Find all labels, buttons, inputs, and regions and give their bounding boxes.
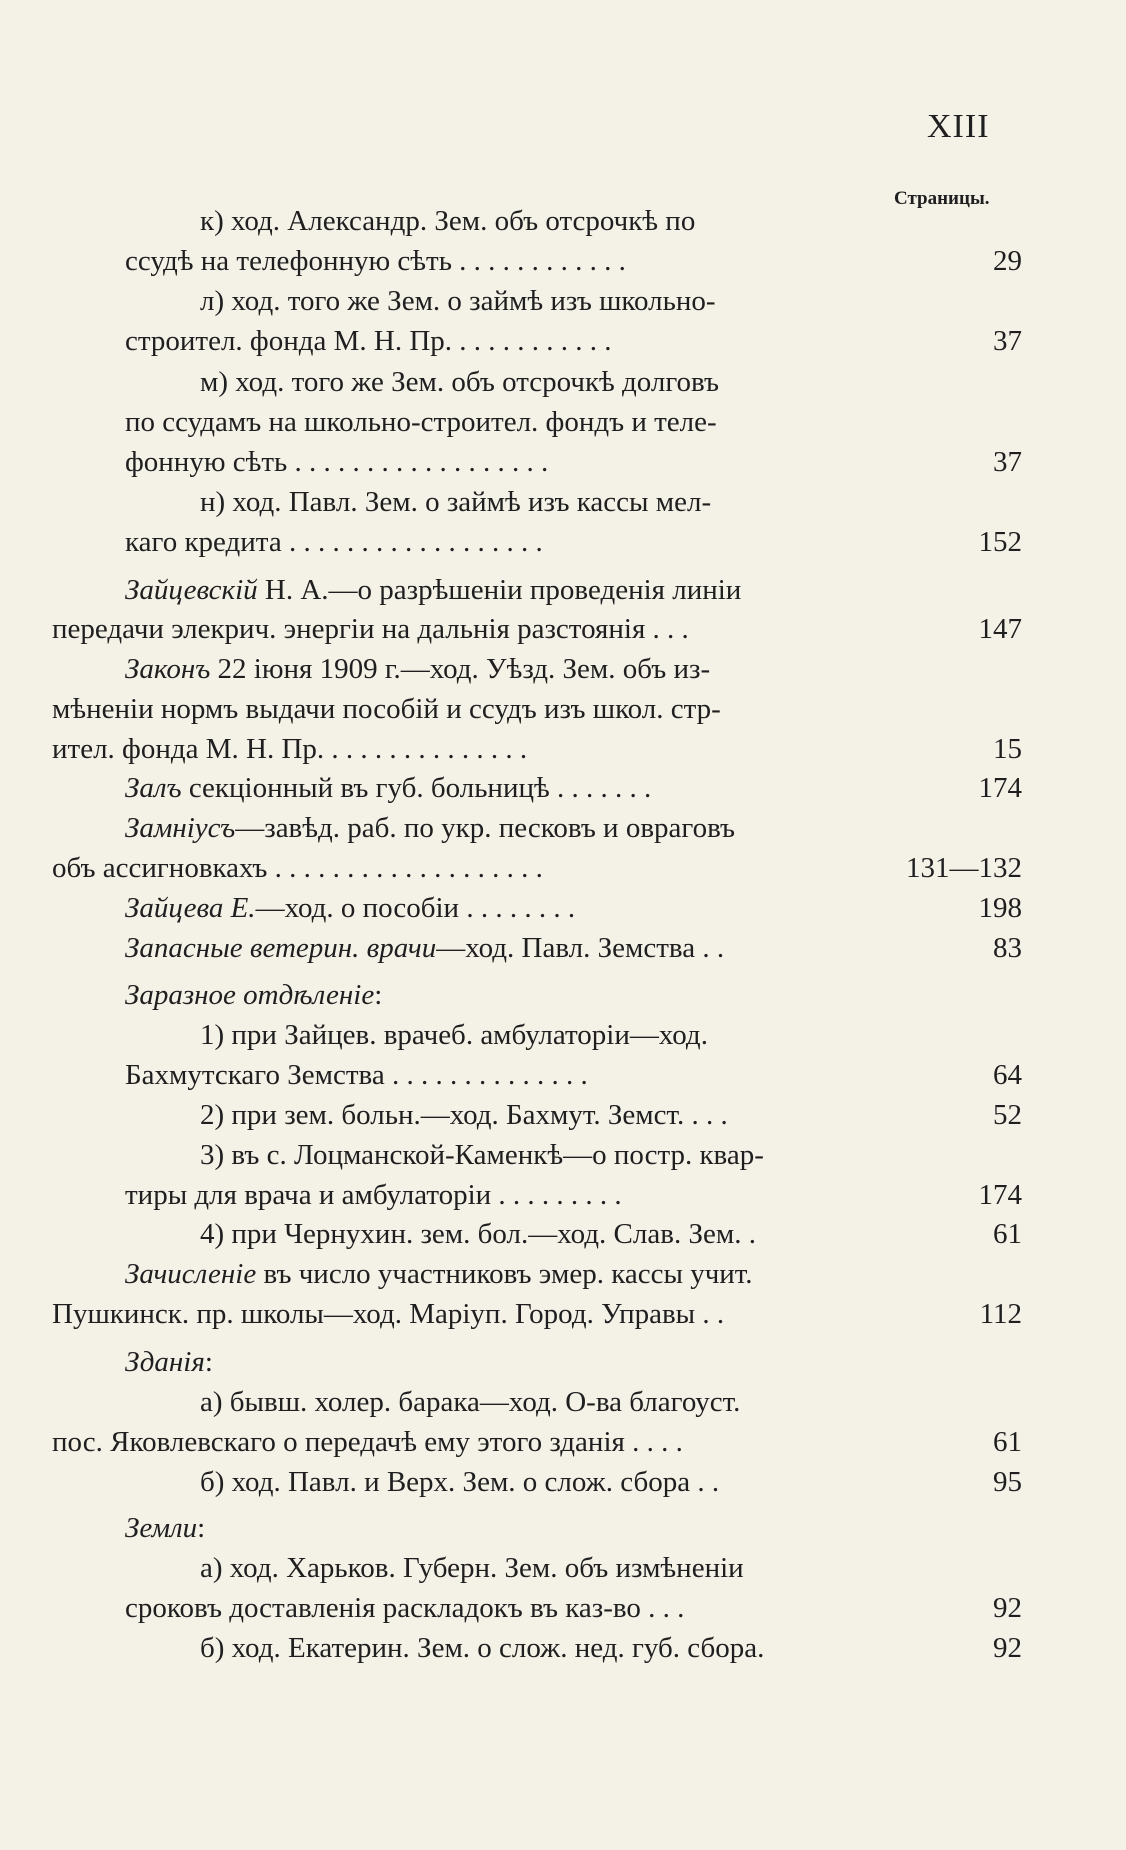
index-entry — [0, 890, 1126, 926]
index-entry — [0, 404, 1126, 440]
entry-body: Пушкинск. пр. школы—ход. Маріуп. Город. Управы . . — [52, 1298, 725, 1330]
entry-body: 22 іюня 1909 г.—ход. Уѣзд. Зем. объ из- — [210, 653, 711, 685]
page-reference: 131—132 — [906, 852, 1022, 884]
entry-text — [200, 1464, 719, 1500]
index-entry — [0, 323, 1126, 359]
entry-heading: Заразное отдѣленіе — [125, 979, 375, 1011]
entry-body: : — [204, 1346, 213, 1378]
entry-text — [200, 1137, 764, 1173]
entry-text — [200, 1017, 708, 1053]
entry-text — [52, 611, 689, 647]
entry-text — [200, 1216, 756, 1252]
page-reference: 64 — [993, 1059, 1022, 1091]
index-entry — [0, 1057, 1126, 1093]
index-entry — [0, 977, 1126, 1013]
index-entry — [0, 651, 1126, 687]
page-reference: 92 — [993, 1592, 1022, 1624]
entry-heading: Зайцева Е. — [125, 892, 256, 924]
entry-body: 2) при зем. больн.—ход. Бахмут. Земст. . . . — [200, 1099, 728, 1131]
index-entry — [0, 1017, 1126, 1053]
index-entry — [0, 203, 1126, 239]
entry-heading: Зданія — [125, 1346, 205, 1378]
page-reference: 37 — [993, 325, 1022, 357]
entry-body: —ход. Павл. Земства . . — [436, 932, 725, 964]
entry-body: каго кредита . . . . . . . . . . . . . . . . . . — [125, 526, 543, 558]
index-entry — [0, 770, 1126, 806]
entry-body: строител. фонда М. Н. Пр. . . . . . . . . . . . — [125, 325, 612, 357]
index-entry — [0, 1097, 1126, 1133]
index-entry — [0, 1344, 1126, 1380]
index-entry — [0, 611, 1126, 647]
entry-heading: Зайцевскій — [125, 574, 258, 606]
entry-text — [125, 890, 575, 926]
page-reference: 61 — [993, 1426, 1022, 1458]
entry-text — [125, 1344, 213, 1380]
entry-heading: Залъ — [125, 772, 182, 804]
entry-text — [125, 930, 724, 966]
page-reference: 112 — [979, 1298, 1022, 1330]
entry-body: Бахмутскаго Земства . . . . . . . . . . . . . . — [125, 1059, 588, 1091]
index-entry — [0, 930, 1126, 966]
entry-text — [125, 1510, 205, 1546]
entry-body: по ссудамъ на школьно-строител. фондъ и теле- — [125, 406, 717, 438]
index-entry — [0, 524, 1126, 560]
page-reference: 92 — [993, 1632, 1022, 1664]
entry-text — [200, 364, 719, 400]
index-entry — [0, 1464, 1126, 1500]
entry-text — [125, 1256, 753, 1292]
entry-body: 1) при Зайцев. врачеб. амбулаторіи—ход. — [200, 1019, 708, 1051]
index-entry — [0, 1137, 1126, 1173]
entry-body: л) ход. того же Зем. о займѣ изъ школьно- — [200, 285, 716, 317]
entry-body: 4) при Чернухин. зем. бол.—ход. Слав. Зем. . — [200, 1218, 756, 1250]
index-entry — [0, 810, 1126, 846]
entry-text — [52, 731, 527, 767]
entry-text — [200, 1384, 740, 1420]
entry-body: б) ход. Екатерин. Зем. о слож. нед. губ. сбора. — [200, 1632, 765, 1664]
entry-heading: Запасные ветерин. врачи — [125, 932, 437, 964]
index-entry — [0, 691, 1126, 727]
entry-body: —ход. о пособіи . . . . . . . . — [255, 892, 576, 924]
index-entry — [0, 1216, 1126, 1252]
entry-text — [125, 404, 717, 440]
index-entry — [0, 1296, 1126, 1332]
page-number: XIII — [927, 108, 990, 145]
page-reference: 29 — [993, 245, 1022, 277]
index-entry — [0, 1550, 1126, 1586]
entry-body: тиры для врача и амбулаторіи . . . . . . . . . — [125, 1179, 622, 1211]
entry-text — [200, 1097, 728, 1133]
entry-text — [52, 850, 543, 886]
entry-body: сроковъ доставленія раскладокъ въ каз-во . . . — [125, 1592, 685, 1624]
page-reference: 95 — [993, 1466, 1022, 1498]
entry-body: ссудѣ на телефонную сѣть . . . . . . . . . . . . — [125, 245, 626, 277]
entry-text — [125, 651, 710, 687]
entry-text — [125, 1177, 622, 1213]
index-entry — [0, 1590, 1126, 1626]
entry-text — [125, 243, 626, 279]
entry-text — [200, 1550, 744, 1586]
entry-body: а) бывш. холер. барака—ход. О-ва благоуст. — [200, 1386, 741, 1418]
entry-body: к) ход. Александр. Зем. объ отсрочкѣ по — [200, 205, 696, 237]
entry-body: въ число участниковъ эмер. кассы учит. — [256, 1258, 753, 1290]
entry-body: ител. фонда М. Н. Пр. . . . . . . . . . . . . . . — [52, 733, 528, 765]
entry-text — [52, 691, 721, 727]
entry-text — [52, 1424, 683, 1460]
entry-body: —завѣд. раб. по укр. песковъ и овраговъ — [235, 812, 736, 844]
entry-text — [125, 444, 548, 480]
entry-text — [125, 572, 741, 608]
index-entry — [0, 283, 1126, 319]
page-reference: 174 — [978, 772, 1022, 804]
entry-text — [125, 977, 382, 1013]
index-entry — [0, 1424, 1126, 1460]
entry-text — [125, 770, 651, 806]
index-entry — [0, 364, 1126, 400]
page-reference: 152 — [978, 526, 1022, 558]
entry-text — [200, 484, 711, 520]
entry-body: б) ход. Павл. и Верх. Зем. о слож. сбора . . — [200, 1466, 720, 1498]
index-entry — [0, 572, 1126, 608]
entry-body: Н. А.—о разрѣшеніи проведенія линіи — [257, 574, 742, 606]
index-entry — [0, 1630, 1126, 1666]
entry-text — [200, 203, 695, 239]
page-reference: 174 — [978, 1179, 1022, 1211]
entry-body: пос. Яковлевскаго о передачѣ ему этого зданія . . . . — [52, 1426, 683, 1458]
entry-text — [125, 1590, 684, 1626]
entry-body: м) ход. того же Зем. объ отсрочкѣ долговъ — [200, 366, 720, 398]
entry-body: объ ассигновкахъ . . . . . . . . . . . . . . . . . . . — [52, 852, 543, 884]
entry-heading: Замніусъ — [125, 812, 236, 844]
entry-text — [125, 810, 735, 846]
page-reference: 52 — [993, 1099, 1022, 1131]
column-label: Страницы. — [894, 188, 990, 209]
entry-heading: Земли — [125, 1512, 198, 1544]
entry-body: : — [374, 979, 383, 1011]
index-entry — [0, 484, 1126, 520]
index-entry — [0, 850, 1126, 886]
entry-body: секціонный въ губ. больницѣ . . . . . . . — [181, 772, 652, 804]
entry-body: передачи элекрич. энергіи на дальнія разстоянія . . . — [52, 613, 689, 645]
index-entry — [0, 444, 1126, 480]
index-entry — [0, 731, 1126, 767]
page-reference: 37 — [993, 446, 1022, 478]
entry-body: 3) въ с. Лоцманской-Каменкѣ—о постр. квар- — [200, 1139, 764, 1171]
entry-text — [52, 1296, 724, 1332]
entry-body: н) ход. Павл. Зем. о займѣ изъ кассы мел- — [200, 486, 712, 518]
page-reference: 198 — [978, 892, 1022, 924]
entry-body: : — [197, 1512, 206, 1544]
index-entry — [0, 243, 1126, 279]
entry-text — [125, 1057, 588, 1093]
page-reference: 15 — [993, 733, 1022, 765]
entry-text — [125, 323, 612, 359]
index-entry — [0, 1256, 1126, 1292]
entry-text — [125, 524, 543, 560]
index-entry — [0, 1384, 1126, 1420]
entry-body: мѣненіи нормъ выдачи пособій и ссудъ изъ школ. стр- — [52, 693, 721, 725]
index-entry — [0, 1510, 1126, 1546]
entry-body: а) ход. Харьков. Губерн. Зем. объ измѣненіи — [200, 1552, 744, 1584]
page-reference: 61 — [993, 1218, 1022, 1250]
entry-heading: Зачисленіе — [125, 1258, 257, 1290]
entry-text — [200, 283, 716, 319]
entry-body: фонную сѣть . . . . . . . . . . . . . . . . . . — [125, 446, 549, 478]
index-entry — [0, 1177, 1126, 1213]
page-reference: 83 — [993, 932, 1022, 964]
entry-text — [200, 1630, 764, 1666]
entry-heading: Законъ — [125, 653, 211, 685]
page-reference: 147 — [978, 613, 1022, 645]
